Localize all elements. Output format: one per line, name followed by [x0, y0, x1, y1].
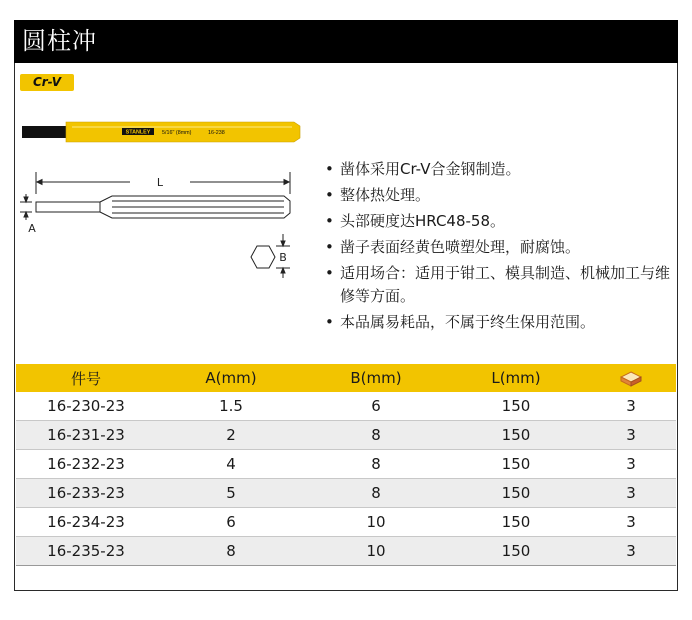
- cell-l: 150: [446, 508, 586, 537]
- cell-l: 150: [446, 392, 586, 421]
- feature-text: 凿体采用Cr-V合金钢制造。: [340, 160, 521, 178]
- table-row: [16, 392, 676, 421]
- header-model: 件号: [70, 369, 101, 388]
- feature-list: [324, 158, 674, 337]
- tool-brand-text: STANLEY: [125, 129, 151, 136]
- header-l: L(mm): [491, 369, 541, 387]
- cell-qty: 3: [586, 537, 676, 566]
- cell-l: 150: [446, 421, 586, 450]
- punch-tip: [22, 126, 66, 138]
- cell-l: 150: [446, 450, 586, 479]
- header-qty: [586, 364, 676, 392]
- bullet-icon: •: [325, 186, 334, 204]
- bullet-icon: •: [325, 212, 334, 230]
- table-row: [16, 508, 676, 537]
- spec-table: [16, 364, 676, 566]
- header-a: A(mm): [205, 369, 257, 387]
- feature-text: 适用场合：适用于钳工、模具制造、机械加工与维修等方面。: [340, 264, 671, 305]
- cell-a: 6: [156, 508, 306, 537]
- cell-b: 8: [306, 421, 446, 450]
- hexagon-section: [251, 246, 275, 268]
- cell-a: 2: [156, 421, 306, 450]
- table-row: [16, 537, 676, 566]
- cell-model: 16-230-23: [16, 392, 156, 421]
- label-a: A: [28, 222, 36, 235]
- feature-text: 整体热处理。: [340, 186, 431, 204]
- bullet-icon: •: [325, 264, 334, 282]
- page-title: 圆柱冲: [22, 27, 97, 55]
- feature-item: [324, 262, 674, 308]
- cell-qty: 3: [586, 450, 676, 479]
- feature-text: 头部硬度达HRC48-58。: [340, 212, 506, 230]
- cell-model: 16-231-23: [16, 421, 156, 450]
- feature-item: [324, 158, 674, 181]
- feature-text: 凿子表面经黄色喷塑处理，耐腐蚀。: [340, 238, 581, 256]
- label-l: L: [156, 176, 164, 189]
- bullet-icon: •: [325, 160, 334, 178]
- cell-model: 16-233-23: [16, 479, 156, 508]
- bullet-icon: •: [325, 238, 334, 256]
- cell-b: 8: [306, 450, 446, 479]
- pin-punch-illustration: [22, 118, 302, 146]
- title-bar: [14, 20, 678, 63]
- tool-size-text: 5/16" (8mm): [162, 130, 192, 136]
- feature-item: [324, 311, 674, 334]
- cell-b: 10: [306, 537, 446, 566]
- label-b: B: [279, 251, 287, 264]
- cell-qty: 3: [586, 421, 676, 450]
- cell-a: 1.5: [156, 392, 306, 421]
- material-badge-label: Cr-V: [32, 75, 62, 89]
- cell-l: 150: [446, 537, 586, 566]
- bullet-icon: •: [325, 313, 334, 331]
- cell-qty: 3: [586, 392, 676, 421]
- package-icon: [620, 371, 642, 387]
- cell-qty: 3: [586, 479, 676, 508]
- table-row: [16, 479, 676, 508]
- cell-a: 8: [156, 537, 306, 566]
- cell-b: 10: [306, 508, 446, 537]
- cell-qty: 3: [586, 508, 676, 537]
- table-row: [16, 450, 676, 479]
- feature-text: 本品属易耗品，不属于终生保用范围。: [340, 313, 596, 331]
- feature-item: [324, 236, 674, 259]
- cell-model: 16-234-23: [16, 508, 156, 537]
- cell-a: 5: [156, 479, 306, 508]
- feature-item: [324, 184, 674, 207]
- cell-a: 4: [156, 450, 306, 479]
- table-header-row: [16, 364, 676, 392]
- cell-model: 16-235-23: [16, 537, 156, 566]
- table-row: [16, 421, 676, 450]
- cell-b: 6: [306, 392, 446, 421]
- cell-l: 150: [446, 479, 586, 508]
- cell-model: 16-232-23: [16, 450, 156, 479]
- material-badge: [20, 74, 74, 91]
- tool-model-text: 16-238: [208, 130, 225, 136]
- dimension-diagram: [14, 168, 314, 278]
- feature-item: [324, 210, 674, 233]
- cell-b: 8: [306, 479, 446, 508]
- header-b: B(mm): [350, 369, 402, 387]
